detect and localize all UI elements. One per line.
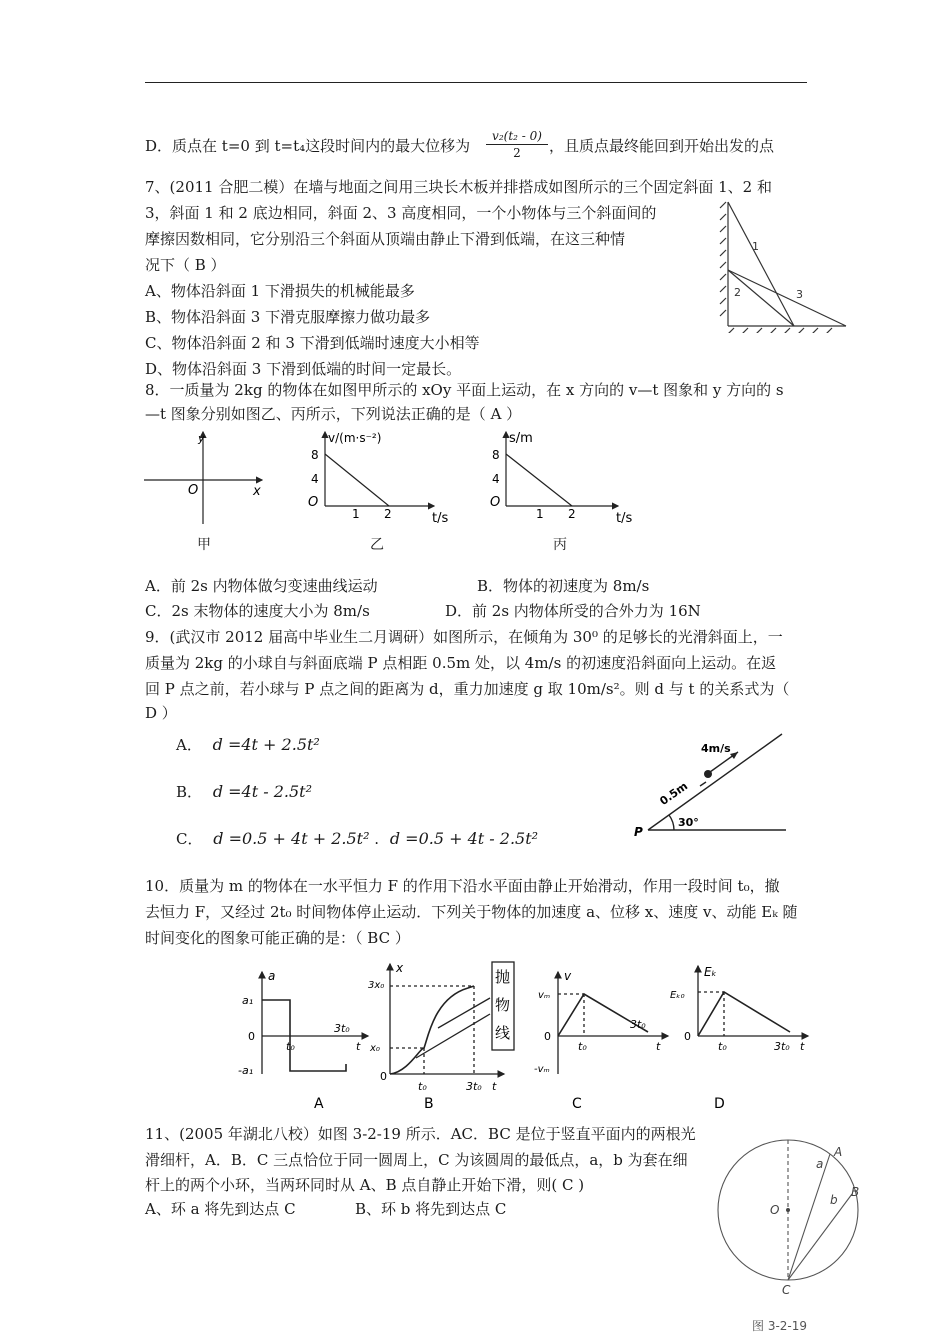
q7-option-c: C、物体沿斜面 2 和 3 下滑到低端时速度大小相等 xyxy=(145,334,480,352)
b-y-label: x xyxy=(396,961,404,975)
yi-ytick-8: 8 xyxy=(311,448,319,462)
q9-option-c-label: C． xyxy=(176,830,203,848)
caption-b: B xyxy=(424,1096,434,1112)
c-tick-0: 0 xyxy=(544,1030,551,1043)
q11-line-3: 杆上的两个小环，当两环同时从 A、B 点自静止开始下滑，则( C ) xyxy=(145,1176,585,1194)
q9-line-3: 回 P 点之前，若小球与 P 点之间的距离为 d，重力加速度 g 取 10m/s²。则 d 与 t 的关系式为（ xyxy=(145,680,790,698)
bing-origin: O xyxy=(490,495,501,510)
c-tick-t: t xyxy=(656,1040,661,1053)
q9-incline-figure xyxy=(628,728,790,838)
yi-origin: O xyxy=(308,495,319,510)
b-tick-0: 0 xyxy=(380,1070,387,1083)
q7-line-3: 摩擦因数相同，它分别沿三个斜面从顶端由静止下滑到低端，在这三种情 xyxy=(145,230,626,248)
c-y-label: v xyxy=(564,969,572,983)
d-tick-t: t xyxy=(800,1040,805,1053)
q8-line-2: —t 图象分别如图乙、丙所示，下列说法正确的是（ A ） xyxy=(145,405,522,423)
q7-incline-figure xyxy=(712,198,852,333)
b-box-char-3: 线 xyxy=(495,1024,511,1042)
q11-line-2: 滑细杆，A．B．C 三点恰位于同一圆周上，C 为该圆周的最低点，a，b 为套在细 xyxy=(145,1151,688,1169)
q11-line-1: 11、(2005 年湖北八校）如图 3-2-19 所示．AC．BC 是位于竖直平面内的两根光 xyxy=(145,1125,696,1143)
q8-option-a: A．前 2s 内物体做匀变速曲线运动 xyxy=(145,577,378,595)
jia-x-label: x xyxy=(253,484,261,499)
a-tick-neg-a1: -a₁ xyxy=(238,1064,254,1077)
q10-line-1: 10．质量为 m 的物体在一水平恒力 F 的作用下沿水平面由静止开始滑动，作用一段时间 t₀，撤 xyxy=(145,877,780,895)
q8-option-b: B．物体的初速度为 8m/s xyxy=(477,577,650,595)
header-rule xyxy=(145,82,807,83)
q7-option-a: A、物体沿斜面 1 下滑损失的机械能最多 xyxy=(145,282,415,300)
bing-x-label: t/s xyxy=(616,511,633,526)
b-tick-t0: t₀ xyxy=(418,1080,427,1093)
caption-a: A xyxy=(314,1096,324,1112)
q9-option-a-label: A． xyxy=(176,736,202,754)
ring-a-label: a xyxy=(816,1157,824,1171)
yi-ytick-4: 4 xyxy=(311,472,319,486)
bing-ytick-4: 4 xyxy=(492,472,500,486)
q10-line-3: 时间变化的图象可能正确的是：（ BC ） xyxy=(145,929,410,947)
bing-line xyxy=(506,454,572,506)
q9-option-d-formula: d =0.5 + 4t - 2.5t² xyxy=(389,829,539,848)
q9-option-a-formula: d =4t + 2.5t² xyxy=(212,735,320,754)
b-tick-3t0: 3t₀ xyxy=(466,1080,482,1093)
point-c-label: C xyxy=(782,1283,791,1297)
a-y-label: a xyxy=(268,969,276,983)
q7-option-b: B、物体沿斜面 3 下滑克服摩擦力做功最多 xyxy=(145,308,431,326)
speed-label: 4m/s xyxy=(701,742,731,755)
fraction-numerator: v₂(t₂ - 0) xyxy=(486,128,548,145)
slope-2-label: 2 xyxy=(734,286,741,299)
q9-option-c xyxy=(176,829,538,849)
d-y-label: Eₖ xyxy=(704,965,717,979)
bing-xtick-1: 1 xyxy=(536,507,544,521)
option-d-text: D．质点在 t=0 到 t=t₄这段时间内的最大位移为 xyxy=(145,137,471,155)
q10-graphs xyxy=(228,958,818,1118)
jia-y-label: y xyxy=(198,432,205,445)
d-tick-3t0: 3t₀ xyxy=(774,1040,790,1053)
bing-y-label: s/m xyxy=(509,431,533,446)
point-p-label: P xyxy=(634,825,643,838)
option-d-prev xyxy=(145,136,470,156)
q9-option-a xyxy=(176,735,320,755)
rod-ac xyxy=(788,1154,830,1280)
rod-bc xyxy=(788,1194,852,1280)
q8-option-c: C．2s 末物体的速度大小为 8m/s xyxy=(145,602,370,620)
a-tick-3t0: 3t₀ xyxy=(334,1022,350,1035)
d-tick-0: 0 xyxy=(684,1030,691,1043)
b-tick-t: t xyxy=(492,1080,497,1093)
q11-circle-figure xyxy=(712,1134,872,1336)
ball xyxy=(704,770,712,778)
c-tick-t0: t₀ xyxy=(578,1040,587,1053)
jia-origin: O xyxy=(188,483,199,498)
slope-1-label: 1 xyxy=(752,240,759,253)
yi-line xyxy=(325,454,389,506)
q7-line-4: 况下（ B ） xyxy=(145,256,226,274)
graph-a xyxy=(262,972,368,1074)
a-tick-a1: a₁ xyxy=(242,994,254,1007)
a-tick-0: 0 xyxy=(248,1030,255,1043)
d-tick-t0: t₀ xyxy=(718,1040,727,1053)
c-tick-neg-vm: -vₘ xyxy=(534,1064,550,1075)
point-o-label: O xyxy=(770,1203,780,1217)
angle-label: 30° xyxy=(678,816,699,829)
q9-option-b xyxy=(176,782,312,802)
q7-line-2: 3，斜面 1 和 2 底边相同，斜面 2、3 高度相同，一个小物体与三个斜面间的 xyxy=(145,204,657,222)
yi-xtick-1: 1 xyxy=(352,507,360,521)
q10-line-2: 去恒力 F，又经过 2t₀ 时间物体停止运动．下列关于物体的加速度 a、位移 x、速度 v、动能 Eₖ 随 xyxy=(145,903,798,921)
caption-jia: 甲 xyxy=(197,537,211,553)
option-d-tail: ，且质点最终能回到开始出发的点 xyxy=(549,137,775,155)
b-box-char-1: 抛 xyxy=(495,968,511,986)
b-tick-3x0: 3x₀ xyxy=(368,980,385,991)
ring-b-label: b xyxy=(830,1193,838,1207)
point-b-label: B xyxy=(851,1185,860,1199)
yi-x-label: t/s xyxy=(432,511,449,526)
bing-xtick-2: 2 xyxy=(568,507,576,521)
d-tick-ek0: Eₖ₀ xyxy=(670,990,685,1001)
q11-option-a: A、环 a 将先到达点 C xyxy=(145,1200,296,1218)
fraction-denominator: 2 xyxy=(513,146,521,160)
b-box-char-2: 物 xyxy=(495,996,511,1014)
yi-y-label: v/(m·s⁻²) xyxy=(328,431,382,445)
q7-line-1: 7、(2011 合肥二模）在墙与地面之间用三块长木板并排搭成如图所示的三个固定斜面 1、2 和 xyxy=(145,178,772,196)
q9-line-1: 9．(武汉市 2012 届高中毕业生二月调研）如图所示，在倾角为 30⁰ 的足够长的光滑斜面上，一 xyxy=(145,628,783,646)
caption-bing: 丙 xyxy=(553,537,567,553)
q9-option-c-formula: d =0.5 + 4t + 2.5t² xyxy=(213,829,370,848)
q9-option-b-formula: d =4t - 2.5t² xyxy=(212,782,313,801)
graph-c xyxy=(558,972,668,1074)
q7-option-d: D、物体沿斜面 3 下滑到低端的时间一定最长。 xyxy=(145,360,462,378)
a-tick-t0: t₀ xyxy=(286,1040,295,1053)
a-tick-t: t xyxy=(356,1040,361,1053)
caption-yi: 乙 xyxy=(370,537,384,553)
graph-jia xyxy=(144,432,262,524)
distance-label: 0.5m xyxy=(657,779,691,808)
q9-option-d-label: . xyxy=(374,830,380,848)
q8-line-1: 8．一质量为 2kg 的物体在如图甲所示的 xOy 平面上运动，在 x 方向的 v—t 图象和 y 方向的 s xyxy=(145,381,784,399)
fraction xyxy=(486,128,548,161)
c-tick-vm: vₘ xyxy=(538,990,551,1001)
b-tick-x0: x₀ xyxy=(370,1043,380,1054)
bing-ytick-8: 8 xyxy=(492,448,500,462)
q9-option-b-label: B． xyxy=(176,783,203,801)
q11-option-b: B、环 b 将先到达点 C xyxy=(355,1200,507,1218)
caption-c: C xyxy=(572,1096,582,1112)
slope-3-label: 3 xyxy=(796,288,803,301)
point-a-label: A xyxy=(834,1145,843,1159)
figure-caption: 图 3-2-19 xyxy=(752,1319,808,1333)
caption-d: D xyxy=(714,1096,725,1112)
q8-option-d: D．前 2s 内物体所受的合外力为 16N xyxy=(445,602,701,620)
yi-xtick-2: 2 xyxy=(384,507,392,521)
q8-graphs xyxy=(140,428,660,558)
q9-line-2: 质量为 2kg 的小球自与斜面底端 P 点相距 0.5m 处，以 4m/s 的初速度沿斜面向上运动。在返 xyxy=(145,654,777,672)
c-tick-3t0: 3t₀ xyxy=(630,1018,646,1031)
q9-line-4: D ） xyxy=(145,704,177,722)
